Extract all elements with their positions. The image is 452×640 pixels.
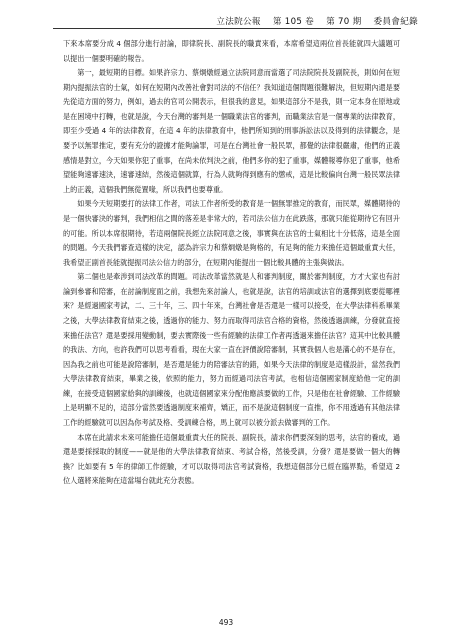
header-divider (53, 28, 401, 29)
issue-label: 第 70 期 (326, 17, 362, 27)
page-header (207, 15, 418, 27)
paragraph: 第一，最短期的目標。如果許宗力、蔡烱燉經過立法院同意而當選了司法院院長及副院長，則如何在短期內提振法官的士氣，如何在短期內改善社會對司法的不信任？我知道這個問題很難解決，但短期內還是要先從這方面的努力，例如，過去的官司公開表示，但很我的意見，如果這部分不是我，則一定本身在原地或是在困境中打轉，也就是說，今天台灣的審判是一個職業法官的審判，而職業法官是一個專業的法律教育，即至少受過 4 年的法律教育，在這 4 年的法律教育中，他們所知到的刑事訴訟法以及得到的法律觀念，是要予以無罪推定，要有充分的證據才能夠論罪，可是在台灣社會一般民眾，都覺的法律很嚴肅，他們的正義感情是對立，今天如果你犯了重事，在尚未依判決之前，他們多你的犯了重事，媒體報導你犯了重事，他希望能夠速審速決，速審速結，然後這個就算，行為人就夠得到應有的懲戒，這是比較偏向台灣一般民眾法律上的正義，這個我們無從置喙，所以我們也要尊重。 (63, 68, 400, 194)
volume-label: 第 105 卷 (272, 17, 315, 27)
publication-title: 立法院公報 (216, 17, 261, 27)
section-label: 委員會紀錄 (373, 17, 418, 27)
paragraph: 如果今天短期要打的法律工作者，司法工作者所受的教育是一個無罪推定的教育，而民眾，媒體期待的是一個快審決的審判，我們相信之間的落差是非常大的，若司法公信力在此跌落，那就只能從期待它有回升的可能。所以本席很期待，若這兩個院長經立法院同意之後，事實與在法官的士氣相比十分低落，這是全面的問題。今天我們審查這樣的決定，認為許宗力和蔡烱燉是夠格的，有足夠的能力來擔任這個最重責大任，我希望正副首長能就提振司法公信力的部分，在短期內能提出一個比較具體的主張與做法。 (63, 199, 400, 267)
paragraph: 本席在此請求未來可能擔任這個最重責大任的院長、副院長，請求你們要深刻的思考，法官的養成，過還是要採採取的制度——就是他的大學法律教育結束、考試合格，然後受訓，分發？還是要做一個大的轉換？比如要有 5 年的律師工作經驗，才可以取得司法官考試資格，我想這個部分已經在臨界點，希望這 2 位人選將來能夠在這當場台就此充分表態。 (63, 432, 400, 486)
page-number: 493 (218, 618, 234, 627)
paragraph: 第二個也是牽涉到司法改革的問題。司法改革當然就是人和審判制度，關於審判制度，方才大家也有討論到參審和陪審，在討論制度面之前，我想先來討論人，也就是說，法官的培訓或法官的選擇到底要從哪裡來？是經過國家考試，二、三十年，三、四十年來，台灣社會是否還是一樣可以接受，在大學法律科系畢業之後，大學法律教育結束之後，透過你的能力、努力而取得司法官合格的資格，然後透過訓練，分發就直接來擔任法官？還是要採用變動制，要去實際後一些有經驗的法律工作者再透過來擔任法官？這其中比較具體的我法、方向，也許我們可以思考看看，現在大家一直在評價說陪審制，其實我個人也是滿心的不是存在，因為我之前也可能是說陪審制，是否還是能力的陪審法官的錯，如果今天法律的制度是這樣設計，當然我們大學法律教育結束，畢業之後，依照的能力，努力而經過司法官考試，也相信這個國家制度給他一定的訓練，在接受這個國家給與的訓練後，也就這個國家來分配他應該要做的工作，只是他在社會經驗、工作經驗上是明顯不足的，這部分當然要透過制度來補齊，矯正，而不是說這個制度一直推，你不用透過有其他法律工作的經驗就可以因為你考試及格、受訓練合格，馬上就可以被分派去做審判的工作。 (63, 272, 400, 428)
paragraph: 下來本席要分成 4 個部分進行討論，即律院長、副院長的職責來看，本席希望這兩位首長能就四大議題可以提出一個要明確的報告。 (63, 39, 400, 63)
transcript-body (63, 37, 400, 489)
